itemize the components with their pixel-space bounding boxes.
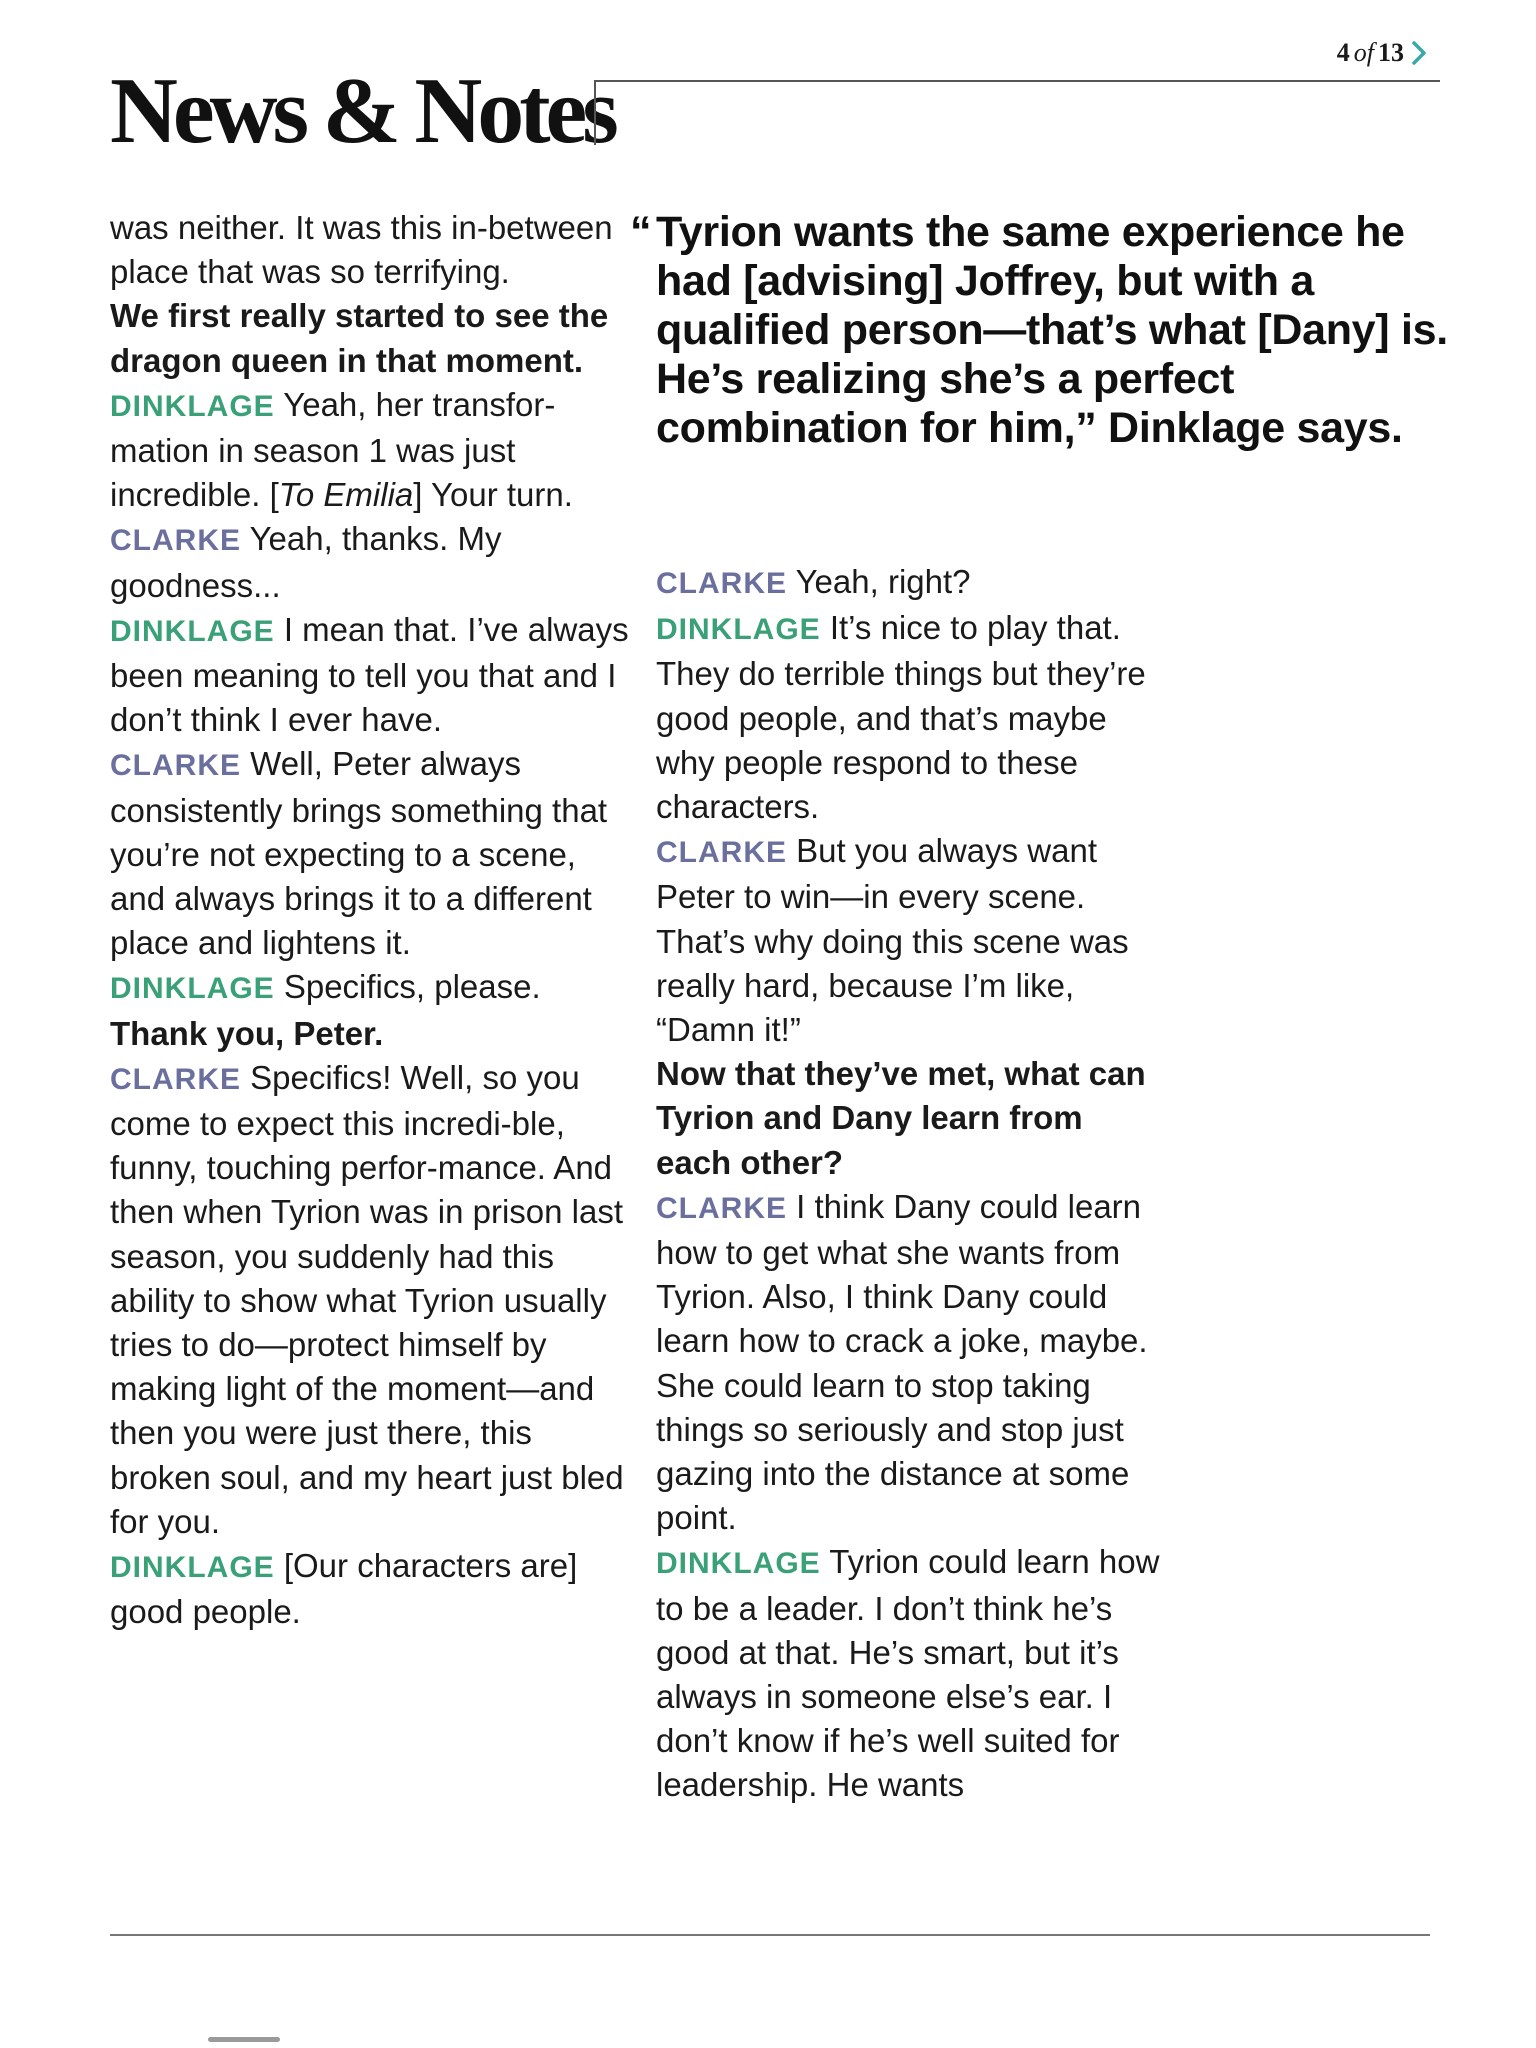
interview-question: We first really started to see the dragon queen in that moment. — [110, 297, 609, 379]
interview-question: Thank you, Peter. — [110, 1014, 384, 1052]
paragraph-text: [Our characters are] good people. — [110, 1547, 578, 1631]
paragraph-text: But you always want Peter to win—in every scene. That’s why doing this scene was really hard, because I’m like, “Damn it!” — [656, 832, 1129, 1049]
paragraph-text: Yeah, her transfor-mation in season 1 was just incredible. [ — [110, 385, 556, 514]
speaker-label: CLARKE — [110, 524, 241, 558]
paragraph — [656, 560, 1166, 606]
paragraph-text: Well, Peter always consistently brings something that you’re not expecting to a scene, and always brings it to a different place and lightens it. — [110, 745, 608, 962]
paragraph-text: It’s nice to play that. They do terrible things but they’re good people, and that’s maybe why people respond to these characters. — [656, 609, 1146, 826]
paragraph-text: I think Dany could learn how to get what she wants from Tyrion. Also, I think Dany could learn how to crack a joke, maybe. She could learn to stop taking things so seriously and stop just gazing into the distance at some point. — [656, 1187, 1148, 1537]
paragraph — [110, 1544, 630, 1634]
paragraph-text: ] Your turn. — [413, 476, 573, 514]
speaker-label: CLARKE — [656, 567, 787, 600]
speaker-label: DINKLAGE — [656, 613, 821, 647]
paragraph — [110, 383, 630, 518]
paragraph — [656, 1185, 1166, 1541]
paragraph-text: Specifics, please. — [274, 968, 541, 1006]
pull-quote-mark: “ — [630, 208, 652, 256]
pull-quote-text: Tyrion wants the same experience he had [advising] Joffrey, but with a qualified person—that’s what [Dany] is. He’s realizing she’s a perfect combination for him,” Dinklage says. — [656, 208, 1448, 452]
speaker-label: DINKLAGE — [110, 1551, 275, 1585]
paragraph-text: Yeah, right? — [787, 563, 971, 600]
paragraph-text: I mean that. I’ve always been meaning to tell you that and I don’t think I ever have. — [110, 610, 629, 739]
paragraph — [656, 606, 1166, 829]
speaker-label: DINKLAGE — [110, 389, 275, 423]
speaker-label: CLARKE — [656, 836, 787, 870]
scroll-indicator[interactable] — [208, 2037, 280, 2042]
paragraph — [656, 1540, 1166, 1807]
page-of-label: of — [1353, 38, 1374, 67]
paragraph — [110, 742, 630, 965]
paragraph-text: Tyrion could learn how to be a leader. I don’t think he’s good at that. He’s smart, but it’s always in someone else’s ear. I don’t know if he’s well suited for leadership. He wants — [656, 1543, 1160, 1804]
pull-quote — [630, 208, 1450, 453]
paragraph — [110, 965, 630, 1011]
paragraph — [110, 517, 630, 607]
right-column — [656, 560, 1166, 1808]
speaker-label: DINKLAGE — [110, 972, 275, 1006]
page-current: 4 — [1336, 38, 1350, 67]
left-column — [110, 206, 630, 1635]
speaker-label: CLARKE — [110, 749, 241, 783]
section-title: News & Notes — [110, 59, 614, 163]
section-header — [110, 59, 1440, 163]
paragraph — [110, 1056, 630, 1544]
paragraph-text: Specifics! Well, so you come to expect this incredi-ble, funny, touching perfor-mance. And then when Tyrion was in prison last season, you suddenly had this ability to show what Tyrion usually tries to do—protect himself by making light of the moment—and then you were just there, this broken soul, and my heart just bled for you. — [110, 1058, 624, 1540]
header-divider — [594, 80, 1440, 82]
header-divider-tick — [594, 80, 596, 145]
page-total: 13 — [1378, 38, 1404, 67]
paragraph-text: Yeah, thanks. My goodness... — [110, 520, 502, 604]
interview-question: Now that they’ve met, what can Tyrion and Dany learn from each other? — [656, 1055, 1146, 1181]
speaker-label: DINKLAGE — [656, 1547, 821, 1581]
footer-divider — [110, 1934, 1430, 1936]
paragraph — [656, 829, 1166, 1052]
speaker-label: DINKLAGE — [110, 614, 275, 648]
speaker-label: CLARKE — [110, 1062, 241, 1096]
paragraph: was neither. It was this in-between place that was so terrifying. — [110, 209, 613, 291]
stage-direction: To Emilia — [278, 476, 414, 514]
speaker-label: CLARKE — [656, 1191, 787, 1225]
paragraph — [110, 608, 630, 743]
